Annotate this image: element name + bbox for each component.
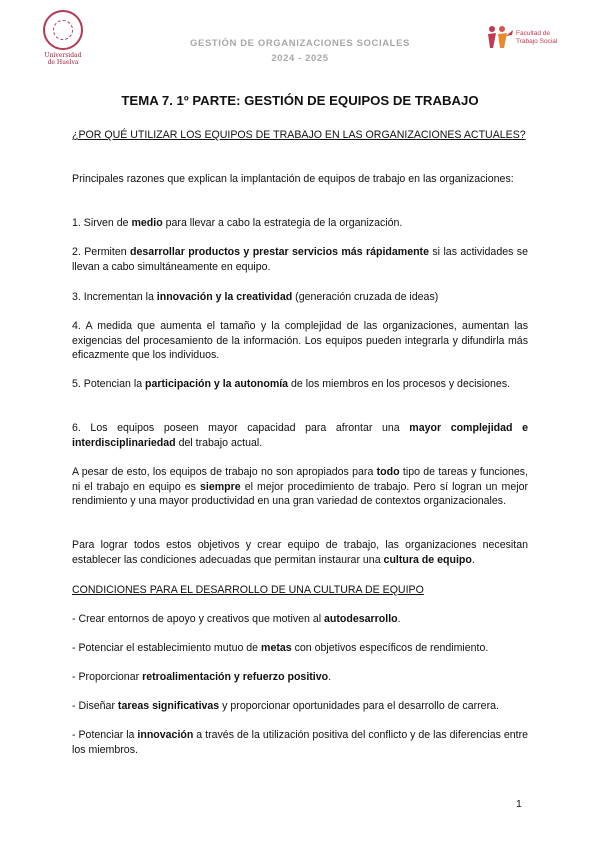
- paragraph-team-culture: Para lograr todos estos objetivos y crear equipo de trabajo, las organizaciones necesitan establecer las condiciones adecuadas que permitan instaurar una cultura de equipo.: [72, 539, 528, 566]
- intro-paragraph: Principales razones que explican la implantación de equipos de trabajo en las organizaciones:: [72, 173, 514, 185]
- page-number: 1: [516, 798, 522, 810]
- header-subject: GESTIÓN DE ORGANIZACIONES SOCIALES: [190, 38, 410, 49]
- university-seal-icon: [43, 10, 83, 50]
- reason-2: 2. Permiten desarrollar productos y prestar servicios más rápidamente si las actividades se llevan a cabo simultáneamente en equipo.: [72, 246, 528, 273]
- university-logo: [40, 10, 86, 68]
- condition-5: - Potenciar la innovación a través de la utilización positiva del conflicto y de las diferencias entre los miembros.: [72, 729, 528, 756]
- condition-3: - Proporcionar retroalimentación y refuerzo positivo.: [72, 671, 332, 683]
- section-heading-why-teams: ¿POR QUÉ UTILIZAR LOS EQUIPOS DE TRABAJO EN LAS ORGANIZACIONES ACTUALES?: [72, 129, 526, 141]
- reason-4: 4. A medida que aumenta el tamaño y la complejidad de las organizaciones, aumentan las exigencias del procesamiento de la información. Los equipos pueden integrarla y difundirla más eficazmente que los individuos.: [72, 320, 528, 361]
- condition-4: - Diseñar tareas significativas y proporcionar oportunidades para el desarrollo de carrera.: [72, 700, 499, 712]
- page-header: [150, 36, 450, 66]
- paragraph-limitations: A pesar de esto, los equipos de trabajo no son apropiados para todo tipo de tareas y funciones, ni el trabajo en equipo es siempre el mejor procedimiento de trabajo. Pero sí logran un mejor rendimiento y una mayor productividad en una gran variedad de contextos organizacionales.: [72, 466, 529, 507]
- faculty-logo: [486, 24, 586, 52]
- reason-5: 5. Potencian la participación y la autonomía de los miembros en los procesos y decisiones.: [72, 378, 511, 390]
- reason-3: 3. Incrementan la innovación y la creatividad (generación cruzada de ideas): [72, 291, 439, 303]
- header-year: 2024 - 2025: [271, 53, 329, 64]
- reason-1: 1. Sirven de medio para llevar a cabo la estrategia de la organización.: [72, 217, 403, 229]
- condition-2: - Potenciar el establecimiento mutuo de metas con objetivos específicos de rendimiento.: [72, 642, 489, 654]
- faculty-logo-text: Facultad de Trabajo Social: [516, 30, 558, 45]
- university-logo-text: Universidad de Huelva: [44, 52, 82, 66]
- page-title: TEMA 7. 1º PARTE: GESTIÓN DE EQUIPOS DE TRABAJO: [121, 93, 479, 108]
- reason-6: 6. Los equipos poseen mayor capacidad para afrontar una mayor complejidad e interdisciplinariedad del trabajo actual.: [72, 422, 528, 449]
- faculty-figures-icon: [486, 24, 514, 50]
- condition-1: - Crear entornos de apoyo y creativos que motiven al autodesarrollo.: [72, 613, 401, 625]
- section-heading-conditions: CONDICIONES PARA EL DESARROLLO DE UNA CULTURA DE EQUIPO: [72, 584, 424, 596]
